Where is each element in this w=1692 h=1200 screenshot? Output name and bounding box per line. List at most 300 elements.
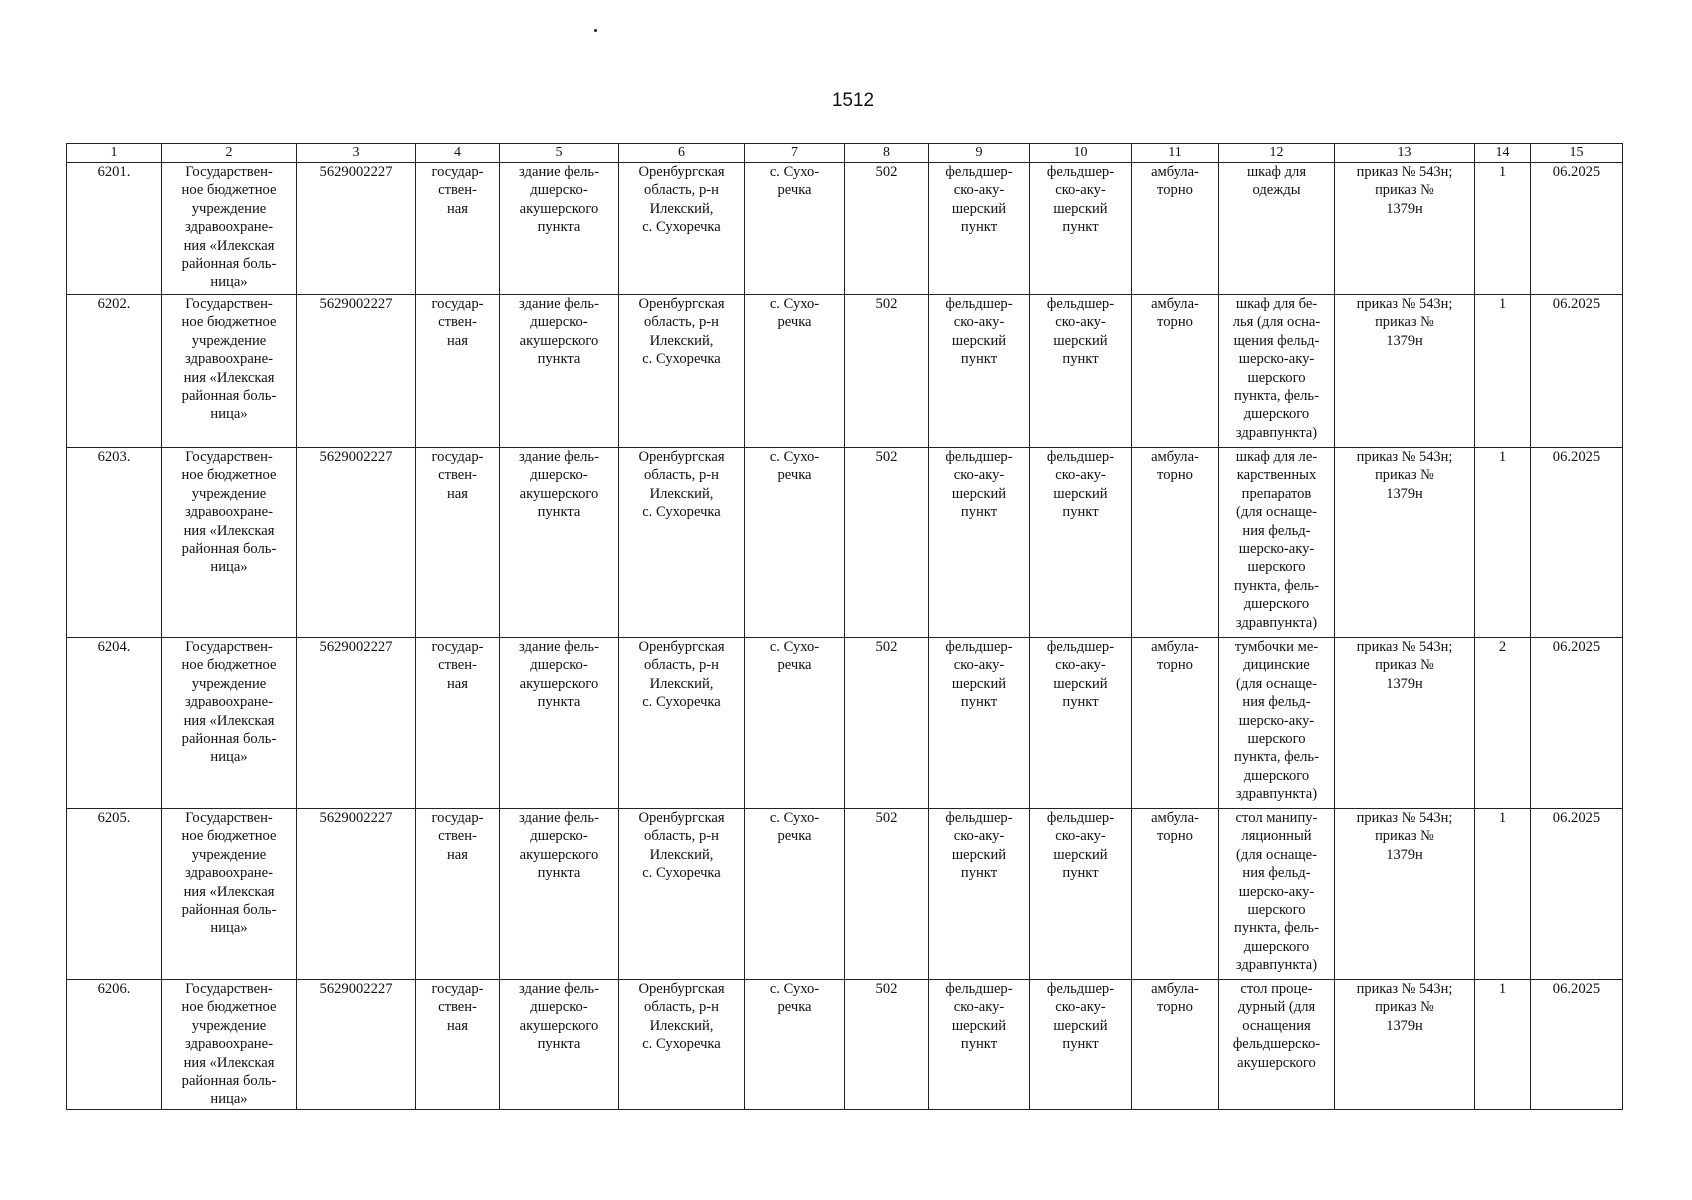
facility-subtype-line: ско-аку-	[1055, 657, 1106, 674]
regulation-order-cell	[1335, 295, 1475, 448]
equipment-name-line: здравпункта)	[1235, 786, 1318, 803]
ownership-form-cell	[416, 163, 500, 295]
ownership-form-cell	[416, 448, 500, 638]
organization-name-line: ния «Илекская	[183, 883, 275, 900]
ownership-form-line: ная	[447, 332, 468, 349]
ownership-form-line: государ-	[431, 449, 484, 465]
facility-subtype-line: шерский	[1053, 846, 1108, 863]
ownership-form-line: ствен-	[438, 467, 477, 484]
organization-name-line: здравоохране-	[185, 694, 273, 711]
equipment-name-line: дицинские	[1243, 657, 1310, 674]
address-line: область, р-н	[644, 828, 719, 845]
building-name-line: дшерско-	[530, 182, 588, 199]
address-line: Оренбургская	[638, 639, 725, 655]
equipment-name-line: оснащения	[1242, 1017, 1311, 1034]
settlement-line: речка	[777, 657, 812, 674]
settlement-line: речка	[777, 828, 812, 845]
facility-subtype-line: шерский	[1053, 332, 1108, 349]
building-name-line: дшерско-	[530, 467, 588, 484]
organization-name-line: ница»	[210, 406, 248, 423]
column-number: 5	[500, 144, 619, 163]
settlement-cell	[745, 638, 845, 809]
building-name-line: здание фель-	[519, 296, 599, 312]
ownership-form-line: ствен-	[438, 182, 477, 199]
ownership-form-line: государ-	[431, 164, 484, 180]
date-cell: 06.2025	[1531, 448, 1623, 638]
care-mode-cell	[1132, 163, 1219, 295]
address-line: область, р-н	[644, 182, 719, 199]
column-number: 2	[162, 144, 297, 163]
column-number: 3	[297, 144, 416, 163]
facility-subtype-line: пункт	[1062, 219, 1099, 236]
settlement-line: с. Сухо-	[769, 981, 820, 997]
equipment-name-line: (для оснаще-	[1236, 846, 1317, 863]
care-mode-line: торно	[1157, 182, 1193, 199]
building-name-line: дшерско-	[530, 314, 588, 331]
facility-type-cell	[929, 638, 1030, 809]
facility-type-line: фельдшер-	[945, 810, 1013, 826]
equipment-name-cell	[1219, 980, 1335, 1110]
facility-type-line: пункт	[960, 1036, 998, 1053]
quantity-cell: 2	[1475, 638, 1531, 809]
ownership-form-cell	[416, 638, 500, 809]
address-line: Оренбургская	[638, 981, 725, 997]
ownership-form-line: ная	[447, 1017, 468, 1034]
organization-name-line: районная боль-	[181, 902, 277, 919]
facility-subtype-line: шерский	[1053, 200, 1108, 217]
care-mode-line: амбула-	[1151, 810, 1199, 826]
equipment-name-cell	[1219, 163, 1335, 295]
care-mode-line: амбула-	[1151, 164, 1199, 180]
organization-name-cell	[162, 295, 297, 448]
facility-type-line: пункт	[960, 694, 998, 711]
organization-name-line: ное бюджетное	[181, 182, 277, 199]
quantity-cell: 1	[1475, 295, 1531, 448]
facility-type-line: фельдшер-	[945, 296, 1013, 312]
organization-name-line: ния «Илекская	[183, 522, 275, 539]
settlement-line: с. Сухо-	[769, 164, 820, 180]
address-line: с. Сухоречка	[642, 219, 721, 236]
row-number-cell: 6206.	[67, 980, 162, 1110]
equipment-name-cell	[1219, 638, 1335, 809]
building-name-line: пункта	[537, 504, 581, 521]
regulation-order-line: приказ №	[1375, 182, 1434, 199]
address-line: Илекский,	[649, 332, 714, 349]
column-number: 13	[1335, 144, 1475, 163]
building-name-line: пункта	[537, 1036, 581, 1053]
settlement-line: с. Сухо-	[769, 639, 820, 655]
equipment-name-line: препаратов	[1241, 485, 1312, 502]
facility-subtype-line: фельдшер-	[1046, 981, 1115, 997]
settlement-cell	[745, 295, 845, 448]
address-cell	[619, 809, 745, 980]
equipment-name-line: шкаф для ле-	[1235, 449, 1318, 465]
equipment-name-line: пункта, фель-	[1234, 388, 1319, 405]
building-name-line: дшерско-	[530, 999, 588, 1016]
facility-subtype-line: пункт	[1062, 694, 1099, 711]
care-mode-line: амбула-	[1151, 981, 1199, 997]
column-number: 7	[745, 144, 845, 163]
facility-type-line: ско-аку-	[953, 182, 1005, 199]
regulation-order-cell	[1335, 980, 1475, 1110]
facility-type-cell	[929, 295, 1030, 448]
facility-type-line: ско-аку-	[953, 999, 1005, 1016]
organization-name-line: районная боль-	[181, 388, 277, 405]
organization-name-line: здравоохране-	[185, 351, 273, 368]
address-line: область, р-н	[644, 314, 719, 331]
settlement-line: речка	[777, 182, 812, 199]
equipment-name-line: карственных	[1236, 467, 1317, 484]
equipment-name-line: шерского	[1247, 369, 1306, 386]
equipment-name-cell	[1219, 809, 1335, 980]
regulation-order-line: 1379н	[1386, 332, 1423, 349]
organization-name-line: районная боль-	[181, 256, 277, 273]
facility-subtype-cell	[1030, 809, 1132, 980]
ownership-form-cell	[416, 980, 500, 1110]
facility-subtype-line: пункт	[1062, 865, 1099, 882]
building-name-line: здание фель-	[519, 810, 599, 826]
organization-name-line: ница»	[210, 1091, 248, 1108]
organization-name-line: районная боль-	[181, 1073, 277, 1090]
equipment-name-line: дшерского	[1243, 596, 1310, 613]
scan-dot	[594, 29, 597, 32]
settlement-line: с. Сухо-	[769, 449, 820, 465]
building-name-line: акушерского	[519, 675, 599, 692]
regulation-order-line: приказ №	[1375, 467, 1434, 484]
organization-name-line: Государствен-	[185, 810, 273, 826]
settlement-line: с. Сухо-	[769, 810, 820, 826]
equipment-name-line: ния фельд-	[1242, 865, 1311, 882]
address-line: с. Сухоречка	[642, 865, 721, 882]
building-name-cell	[500, 980, 619, 1110]
facility-subtype-line: шерский	[1053, 485, 1108, 502]
inn-code-cell: 5629002227	[297, 295, 416, 448]
facility-subtype-line: фельдшер-	[1046, 810, 1115, 826]
organization-name-line: районная боль-	[181, 731, 277, 748]
organization-name-line: ное бюджетное	[181, 467, 277, 484]
building-name-cell	[500, 163, 619, 295]
facility-subtype-line: пункт	[1062, 1036, 1099, 1053]
inn-code-cell: 5629002227	[297, 980, 416, 1110]
equipment-name-line: (для оснаще-	[1236, 504, 1317, 521]
equipment-name-line: дшерского	[1243, 767, 1310, 784]
ownership-form-line: ствен-	[438, 657, 477, 674]
facility-subtype-line: фельдшер-	[1046, 639, 1115, 655]
equipment-name-line: шерско-аку-	[1238, 883, 1315, 900]
table-row	[67, 295, 1623, 448]
facility-subtype-cell	[1030, 163, 1132, 295]
table-row	[67, 809, 1623, 980]
facility-type-line: фельдшер-	[945, 164, 1013, 180]
quantity-cell: 1	[1475, 448, 1531, 638]
row-number-cell: 6201.	[67, 163, 162, 295]
facility-subtype-line: ско-аку-	[1055, 999, 1106, 1016]
settlement-code-cell: 502	[845, 163, 929, 295]
ownership-form-line: ная	[447, 675, 468, 692]
facility-type-line: пункт	[960, 351, 998, 368]
facility-subtype-line: фельдшер-	[1046, 296, 1115, 312]
facility-type-line: фельдшер-	[945, 639, 1013, 655]
equipment-name-line: дшерского	[1243, 406, 1310, 423]
ownership-form-line: ная	[447, 485, 468, 502]
row-number-cell: 6202.	[67, 295, 162, 448]
equipment-name-line: лья (для осна-	[1232, 314, 1321, 331]
address-line: Оренбургская	[638, 296, 725, 312]
organization-name-line: ное бюджетное	[181, 999, 277, 1016]
ownership-form-cell	[416, 295, 500, 448]
care-mode-cell	[1132, 295, 1219, 448]
row-number-cell: 6204.	[67, 638, 162, 809]
organization-name-line: Государствен-	[185, 164, 273, 180]
settlement-cell	[745, 163, 845, 295]
building-name-line: здание фель-	[519, 449, 599, 465]
equipment-name-line: здравпункта)	[1235, 957, 1318, 974]
equipment-name-line: шерского	[1247, 731, 1306, 748]
ownership-form-line: ствен-	[438, 314, 477, 331]
regulation-order-cell	[1335, 163, 1475, 295]
organization-name-line: ница»	[210, 920, 248, 937]
ownership-form-line: ствен-	[438, 828, 477, 845]
regulation-order-line: приказ №	[1375, 314, 1434, 331]
facility-subtype-cell	[1030, 448, 1132, 638]
settlement-code-cell: 502	[845, 448, 929, 638]
column-number: 15	[1531, 144, 1623, 163]
address-line: Илекский,	[649, 200, 714, 217]
organization-name-line: ния «Илекская	[183, 1054, 275, 1071]
column-number: 11	[1132, 144, 1219, 163]
care-mode-cell	[1132, 980, 1219, 1110]
table-row	[67, 638, 1623, 809]
quantity-cell: 1	[1475, 809, 1531, 980]
regulation-order-line: приказ № 543н;	[1356, 981, 1453, 997]
ownership-form-line: ная	[447, 200, 468, 217]
regulation-order-line: приказ №	[1375, 828, 1434, 845]
regulation-order-line: 1379н	[1386, 1017, 1423, 1034]
address-line: Оренбургская	[638, 164, 725, 180]
equipment-name-line: шкаф для бе-	[1235, 296, 1318, 312]
organization-name-line: районная боль-	[181, 541, 277, 558]
regulation-order-line: 1379н	[1386, 675, 1423, 692]
regulation-order-line: приказ №	[1375, 999, 1434, 1016]
column-number: 4	[416, 144, 500, 163]
table-row	[67, 163, 1623, 295]
table-row	[67, 980, 1623, 1110]
regulation-order-line: приказ № 543н;	[1356, 164, 1453, 180]
equipment-name-line: шерско-аку-	[1238, 351, 1315, 368]
equipment-name-cell	[1219, 295, 1335, 448]
facility-type-line: пункт	[960, 504, 998, 521]
equipment-name-line: (для оснаще-	[1236, 675, 1317, 692]
equipment-name-line: шерского	[1247, 902, 1306, 919]
organization-name-cell	[162, 638, 297, 809]
date-cell: 06.2025	[1531, 295, 1623, 448]
facility-type-line: пункт	[960, 865, 998, 882]
address-cell	[619, 295, 745, 448]
organization-name-line: ница»	[210, 274, 248, 291]
address-line: Илекский,	[649, 675, 714, 692]
organization-name-line: учреждение	[191, 200, 267, 217]
facility-type-cell	[929, 980, 1030, 1110]
equipment-name-line: здравпункта)	[1235, 424, 1318, 441]
organization-name-line: Государствен-	[185, 296, 273, 312]
address-cell	[619, 448, 745, 638]
facility-subtype-line: ско-аку-	[1055, 467, 1106, 484]
organization-name-cell	[162, 163, 297, 295]
equipment-name-line: дурный (для	[1237, 999, 1316, 1016]
organization-name-line: здравоохране-	[185, 504, 273, 521]
column-number: 12	[1219, 144, 1335, 163]
regulation-order-line: приказ № 543н;	[1356, 810, 1453, 826]
care-mode-line: торно	[1157, 999, 1193, 1016]
building-name-line: акушерского	[519, 846, 599, 863]
ownership-form-line: ная	[447, 846, 468, 863]
address-cell	[619, 980, 745, 1110]
equipment-name-line: шерского	[1247, 559, 1306, 576]
date-cell: 06.2025	[1531, 809, 1623, 980]
equipment-name-line: акушерского	[1237, 1054, 1316, 1071]
equipment-name-line: ния фельд-	[1242, 522, 1311, 539]
care-mode-line: торно	[1157, 314, 1193, 331]
facility-subtype-cell	[1030, 980, 1132, 1110]
organization-name-line: учреждение	[191, 485, 267, 502]
building-name-line: дшерско-	[530, 657, 588, 674]
regulation-order-cell	[1335, 638, 1475, 809]
care-mode-line: торно	[1157, 828, 1193, 845]
table-row	[67, 448, 1623, 638]
facility-subtype-line: фельдшер-	[1046, 164, 1115, 180]
facility-type-line: ско-аку-	[953, 467, 1005, 484]
building-name-line: пункта	[537, 219, 581, 236]
building-name-line: здание фель-	[519, 164, 599, 180]
equipment-name-line: тумбочки ме-	[1234, 639, 1319, 655]
column-number: 6	[619, 144, 745, 163]
settlement-code-cell: 502	[845, 295, 929, 448]
inn-code-cell: 5629002227	[297, 163, 416, 295]
organization-name-line: ное бюджетное	[181, 828, 277, 845]
facility-type-cell	[929, 163, 1030, 295]
regulation-order-line: приказ № 543н;	[1356, 639, 1453, 655]
organization-name-cell	[162, 980, 297, 1110]
date-cell: 06.2025	[1531, 163, 1623, 295]
organization-name-line: ное бюджетное	[181, 314, 277, 331]
equipment-name-line: одежды	[1252, 182, 1301, 199]
building-name-line: пункта	[537, 351, 581, 368]
facility-type-line: шерский	[951, 675, 1007, 692]
equipment-name-line: стол проце-	[1240, 981, 1313, 997]
building-name-cell	[500, 809, 619, 980]
date-cell: 06.2025	[1531, 980, 1623, 1110]
building-name-line: акушерского	[519, 332, 599, 349]
regulation-order-cell	[1335, 809, 1475, 980]
regulation-order-line: приказ № 543н;	[1356, 296, 1453, 312]
organization-name-line: здравоохране-	[185, 1036, 273, 1053]
facility-type-line: ско-аку-	[953, 657, 1005, 674]
organization-name-line: учреждение	[191, 332, 267, 349]
address-line: Оренбургская	[638, 449, 725, 465]
facility-subtype-line: фельдшер-	[1046, 449, 1115, 465]
building-name-line: пункта	[537, 694, 581, 711]
address-line: с. Сухоречка	[642, 1036, 721, 1053]
inn-code-cell: 5629002227	[297, 448, 416, 638]
organization-name-line: Государствен-	[185, 981, 273, 997]
organization-name-line: учреждение	[191, 675, 267, 692]
regulation-order-line: приказ № 543н;	[1356, 449, 1453, 465]
facility-type-line: шерский	[951, 485, 1007, 502]
building-name-line: пункта	[537, 865, 581, 882]
settlement-code-cell: 502	[845, 809, 929, 980]
facility-type-line: фельдшер-	[945, 981, 1013, 997]
address-line: с. Сухоречка	[642, 504, 721, 521]
address-cell	[619, 163, 745, 295]
building-name-cell	[500, 638, 619, 809]
facility-type-line: шерский	[951, 1017, 1007, 1034]
ownership-form-cell	[416, 809, 500, 980]
care-mode-cell	[1132, 638, 1219, 809]
equipment-name-line: щения фельд-	[1233, 332, 1320, 349]
organization-name-line: Государствен-	[185, 449, 273, 465]
address-line: область, р-н	[644, 657, 719, 674]
building-name-line: дшерско-	[530, 828, 588, 845]
facility-subtype-line: пункт	[1062, 504, 1099, 521]
row-number-cell: 6203.	[67, 448, 162, 638]
facility-subtype-line: пункт	[1062, 351, 1099, 368]
address-line: Илекский,	[649, 1017, 714, 1034]
organization-name-cell	[162, 809, 297, 980]
equipment-name-line: ния фельд-	[1242, 694, 1311, 711]
address-line: область, р-н	[644, 467, 719, 484]
inn-code-cell: 5629002227	[297, 809, 416, 980]
care-mode-cell	[1132, 448, 1219, 638]
regulation-order-line: приказ №	[1375, 657, 1434, 674]
ownership-form-line: государ-	[431, 296, 484, 312]
ownership-form-line: государ-	[431, 639, 484, 655]
regulation-order-line: 1379н	[1386, 485, 1423, 502]
building-name-line: акушерского	[519, 200, 599, 217]
address-line: область, р-н	[644, 999, 719, 1016]
ownership-form-line: ствен-	[438, 999, 477, 1016]
equipment-name-line: пункта, фель-	[1234, 577, 1319, 594]
facility-type-line: шерский	[951, 846, 1007, 863]
equipment-name-line: ляционный	[1241, 828, 1312, 845]
settlement-line: с. Сухо-	[769, 296, 820, 312]
settlement-code-cell: 502	[845, 638, 929, 809]
organization-name-line: ния «Илекская	[183, 237, 275, 254]
date-cell: 06.2025	[1531, 638, 1623, 809]
settlement-cell	[745, 448, 845, 638]
organization-name-line: Государствен-	[185, 639, 273, 655]
equipment-name-line: шерско-аку-	[1238, 712, 1315, 729]
organization-name-cell	[162, 448, 297, 638]
facility-type-line: ско-аку-	[953, 828, 1005, 845]
organization-name-line: ния «Илекская	[183, 369, 275, 386]
address-line: Илекский,	[649, 846, 714, 863]
settlement-cell	[745, 980, 845, 1110]
settlement-code-cell: 502	[845, 980, 929, 1110]
equipment-name-line: здравпункта)	[1235, 614, 1318, 631]
facility-subtype-cell	[1030, 295, 1132, 448]
organization-name-line: ница»	[210, 559, 248, 576]
ownership-form-line: государ-	[431, 810, 484, 826]
page-number: 1512	[831, 90, 875, 111]
facility-type-cell	[929, 448, 1030, 638]
equipment-name-line: дшерского	[1243, 938, 1310, 955]
column-number: 1	[67, 144, 162, 163]
facility-type-cell	[929, 809, 1030, 980]
row-number-cell: 6205.	[67, 809, 162, 980]
quantity-cell: 1	[1475, 980, 1531, 1110]
settlement-line: речка	[777, 467, 812, 484]
quantity-cell: 1	[1475, 163, 1531, 295]
